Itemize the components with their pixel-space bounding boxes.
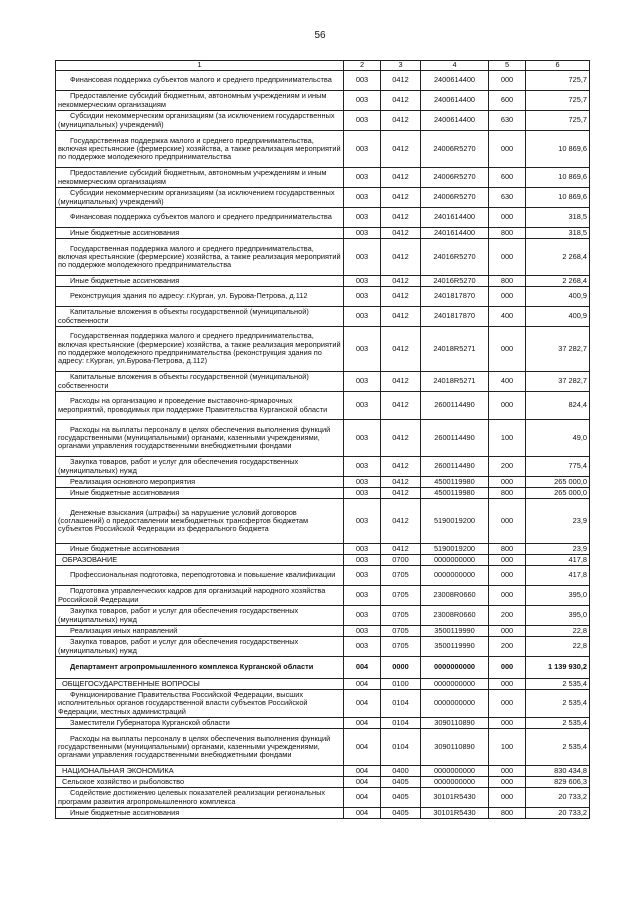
table-row (56, 555, 590, 566)
cell-code-chapter: 003 (344, 276, 381, 287)
cell-name: Содействие достижению целевых показателей реализации региональных программ развития агропромышленного комплекса (56, 788, 344, 808)
cell-amount: 10 869,6 (526, 168, 590, 188)
cell-code-type: 800 (489, 488, 526, 499)
cell-code-target: 2600114490 (421, 457, 489, 477)
cell-code-chapter: 004 (344, 808, 381, 819)
table-header-row (56, 61, 590, 71)
cell-code-type: 000 (489, 208, 526, 228)
cell-code-type: 000 (489, 657, 526, 679)
table-row (56, 420, 590, 457)
table-row (56, 586, 590, 606)
cell-amount: 265 000,0 (526, 488, 590, 499)
cell-name: Закупка товаров, работ и услуг для обеспечения государственных (муниципальных) нужд (56, 637, 344, 657)
cell-amount: 265 000,0 (526, 477, 590, 488)
cell-amount: 37 282,7 (526, 327, 590, 372)
cell-name: ОБЩЕГОСУДАРСТВЕННЫЕ ВОПРОСЫ (56, 679, 344, 690)
table-row (56, 488, 590, 499)
cell-code-section: 0400 (381, 766, 421, 777)
table-row (56, 131, 590, 168)
cell-code-section: 0412 (381, 499, 421, 544)
cell-code-target: 4500119980 (421, 477, 489, 488)
table-row (56, 168, 590, 188)
cell-name: Финансовая поддержка субъектов малого и среднего предпринимательства (56, 208, 344, 228)
table-row (56, 276, 590, 287)
cell-code-section: 0412 (381, 287, 421, 307)
cell-code-type: 000 (489, 392, 526, 420)
cell-amount: 2 268,4 (526, 276, 590, 287)
table-row (56, 372, 590, 392)
cell-name: Государственная поддержка малого и среднего предпринимательства, включая крестьянские (фермерские) хозяйства, а также реализация мероприятий по поддержке молодежного предпринимательства (реконструкция здания по адресу: г.Курган, ул.Бурова-Петрова, д.112) (56, 327, 344, 372)
cell-code-section: 0700 (381, 555, 421, 566)
cell-code-chapter: 003 (344, 188, 381, 208)
cell-name: Предоставление субсидий бюджетным, автономным учреждениям и иным некоммерческим организациям (56, 91, 344, 111)
cell-code-target: 24006R5270 (421, 188, 489, 208)
cell-name: Закупка товаров, работ и услуг для обеспечения государственных (муниципальных) нужд (56, 606, 344, 626)
cell-name: Капитальные вложения в объекты государственной (муниципальной) собственности (56, 307, 344, 327)
cell-code-type: 200 (489, 457, 526, 477)
cell-code-type: 000 (489, 327, 526, 372)
cell-name: Закупка товаров, работ и услуг для обеспечения государственных (муниципальных) нужд (56, 457, 344, 477)
table-row (56, 228, 590, 239)
cell-name: Субсидии некоммерческим организациям (за исключением государственных (муниципальных) учреждений) (56, 111, 344, 131)
cell-name: НАЦИОНАЛЬНАЯ ЭКОНОМИКА (56, 766, 344, 777)
cell-code-section: 0705 (381, 637, 421, 657)
cell-name: Финансовая поддержка субъектов малого и среднего предпринимательства (56, 71, 344, 91)
cell-amount: 725,7 (526, 71, 590, 91)
cell-name: Денежные взыскания (штрафы) за нарушение условий договоров (соглашений) о предоставлении межбюджетных трансфертов бюджетам субъектов Российской Федерации из федерального бюджета (56, 499, 344, 544)
cell-amount: 725,7 (526, 111, 590, 131)
cell-amount: 20 733,2 (526, 808, 590, 819)
cell-code-chapter: 003 (344, 372, 381, 392)
cell-code-section: 0405 (381, 788, 421, 808)
cell-code-chapter: 003 (344, 71, 381, 91)
cell-code-section: 0100 (381, 679, 421, 690)
cell-code-target: 24016R5270 (421, 276, 489, 287)
header-cell: 4 (421, 61, 489, 71)
cell-code-chapter: 003 (344, 111, 381, 131)
cell-code-target: 24006R5270 (421, 131, 489, 168)
cell-amount: 725,7 (526, 91, 590, 111)
header-cell: 5 (489, 61, 526, 71)
cell-amount: 10 869,6 (526, 131, 590, 168)
cell-code-type: 000 (489, 777, 526, 788)
cell-amount: 775,4 (526, 457, 590, 477)
cell-name: Профессиональная подготовка, переподготовка и повышение квалификации (56, 566, 344, 586)
cell-name: Капитальные вложения в объекты государственной (муниципальной) собственности (56, 372, 344, 392)
cell-code-type: 800 (489, 276, 526, 287)
cell-code-type: 800 (489, 808, 526, 819)
cell-amount: 23,9 (526, 544, 590, 555)
cell-code-target: 0000000000 (421, 690, 489, 718)
cell-amount: 20 733,2 (526, 788, 590, 808)
cell-code-chapter: 003 (344, 287, 381, 307)
header-cell: 6 (526, 61, 590, 71)
cell-code-chapter: 003 (344, 626, 381, 637)
cell-code-section: 0104 (381, 729, 421, 766)
cell-code-type: 400 (489, 372, 526, 392)
table-row (56, 71, 590, 91)
cell-code-target: 30101R5430 (421, 788, 489, 808)
cell-code-target: 3500119990 (421, 637, 489, 657)
cell-code-chapter: 003 (344, 91, 381, 111)
cell-code-chapter: 003 (344, 228, 381, 239)
header-cell: 2 (344, 61, 381, 71)
cell-code-section: 0405 (381, 777, 421, 788)
cell-name: Расходы на выплаты персоналу в целях обеспечения выполнения функций государственными (муниципальными) органами, казенными учреждениями, органами управления государственными внебюджетными фондами (56, 420, 344, 457)
cell-code-type: 000 (489, 766, 526, 777)
cell-name: Иные бюджетные ассигнования (56, 488, 344, 499)
cell-code-chapter: 003 (344, 208, 381, 228)
cell-code-type: 200 (489, 606, 526, 626)
cell-code-section: 0000 (381, 657, 421, 679)
table-row (56, 626, 590, 637)
cell-code-section: 0412 (381, 488, 421, 499)
table-row (56, 499, 590, 544)
cell-code-chapter: 003 (344, 457, 381, 477)
cell-code-chapter: 003 (344, 499, 381, 544)
cell-amount: 400,9 (526, 307, 590, 327)
cell-code-section: 0412 (381, 457, 421, 477)
cell-code-chapter: 003 (344, 606, 381, 626)
cell-code-type: 100 (489, 729, 526, 766)
cell-amount: 23,9 (526, 499, 590, 544)
cell-code-section: 0412 (381, 420, 421, 457)
cell-amount: 2 535,4 (526, 679, 590, 690)
cell-code-type: 630 (489, 188, 526, 208)
budget-table (55, 60, 590, 819)
cell-name: Расходы на выплаты персоналу в целях обеспечения выполнения функций государственными (муниципальными) органами, казенными учреждениями, органами управления государственными внебюджетными фондами (56, 729, 344, 766)
cell-code-chapter: 003 (344, 168, 381, 188)
cell-amount: 318,5 (526, 228, 590, 239)
cell-code-type: 000 (489, 499, 526, 544)
cell-code-section: 0412 (381, 372, 421, 392)
cell-code-type: 800 (489, 228, 526, 239)
cell-amount: 2 535,4 (526, 690, 590, 718)
cell-code-chapter: 003 (344, 477, 381, 488)
cell-code-chapter: 003 (344, 566, 381, 586)
cell-code-type: 400 (489, 307, 526, 327)
page-number: 56 (314, 30, 326, 41)
cell-amount: 400,9 (526, 287, 590, 307)
cell-code-section: 0412 (381, 392, 421, 420)
cell-code-target: 23008R0660 (421, 606, 489, 626)
table-row (56, 788, 590, 808)
cell-name: Иные бюджетные ассигнования (56, 228, 344, 239)
cell-name: Субсидии некоммерческим организациям (за исключением государственных (муниципальных) учреждений) (56, 188, 344, 208)
cell-amount: 2 535,4 (526, 718, 590, 729)
cell-code-chapter: 004 (344, 766, 381, 777)
cell-code-chapter: 003 (344, 392, 381, 420)
cell-code-type: 630 (489, 111, 526, 131)
table-row (56, 718, 590, 729)
table-row (56, 327, 590, 372)
cell-code-chapter: 004 (344, 718, 381, 729)
cell-code-target: 0000000000 (421, 777, 489, 788)
table-row (56, 679, 590, 690)
cell-amount: 395,0 (526, 606, 590, 626)
cell-code-chapter: 004 (344, 729, 381, 766)
cell-code-chapter: 003 (344, 327, 381, 372)
cell-code-section: 0104 (381, 718, 421, 729)
cell-name: Департамент агропромышленного комплекса Курганской области (56, 657, 344, 679)
cell-amount: 10 869,6 (526, 188, 590, 208)
cell-code-section: 0705 (381, 606, 421, 626)
cell-code-target: 23008R0660 (421, 586, 489, 606)
cell-amount: 2 268,4 (526, 239, 590, 276)
table-row (56, 188, 590, 208)
table-row (56, 566, 590, 586)
cell-name: Предоставление субсидий бюджетным, автономным учреждениям и иным некоммерческим организациям (56, 168, 344, 188)
cell-code-section: 0412 (381, 91, 421, 111)
cell-code-section: 0412 (381, 111, 421, 131)
cell-code-chapter: 004 (344, 657, 381, 679)
header-cell: 1 (56, 61, 344, 71)
cell-name: Реализация иных направлений (56, 626, 344, 637)
cell-code-type: 600 (489, 168, 526, 188)
cell-code-target: 30101R5430 (421, 808, 489, 819)
cell-code-chapter: 003 (344, 420, 381, 457)
cell-code-section: 0412 (381, 477, 421, 488)
cell-code-target: 24016R5270 (421, 239, 489, 276)
cell-code-target: 2401817870 (421, 287, 489, 307)
cell-code-target: 2400614400 (421, 91, 489, 111)
cell-code-target: 2600114490 (421, 392, 489, 420)
cell-code-section: 0412 (381, 276, 421, 287)
cell-name: Государственная поддержка малого и среднего предпринимательства, включая крестьянские (фермерские) хозяйства, а также реализация мероприятий по поддержке молодежного предпринимательства (56, 131, 344, 168)
cell-name: Иные бюджетные ассигнования (56, 808, 344, 819)
cell-code-type: 000 (489, 718, 526, 729)
cell-code-section: 0412 (381, 228, 421, 239)
table-row (56, 91, 590, 111)
cell-name: ОБРАЗОВАНИЕ (56, 555, 344, 566)
cell-code-type: 000 (489, 287, 526, 307)
cell-name: Реконструкция здания по адресу: г.Курган, ул. Бурова-Петрова, д.112 (56, 287, 344, 307)
cell-amount: 37 282,7 (526, 372, 590, 392)
cell-code-section: 0405 (381, 808, 421, 819)
cell-amount: 830 434,8 (526, 766, 590, 777)
cell-code-type: 100 (489, 420, 526, 457)
cell-code-type: 000 (489, 131, 526, 168)
cell-code-section: 0412 (381, 131, 421, 168)
cell-code-chapter: 004 (344, 679, 381, 690)
cell-code-target: 5190019200 (421, 499, 489, 544)
cell-code-type: 000 (489, 788, 526, 808)
cell-name: Реализация основного мероприятия (56, 477, 344, 488)
cell-code-target: 4500119980 (421, 488, 489, 499)
table-body (56, 61, 590, 819)
cell-code-section: 0705 (381, 586, 421, 606)
cell-code-type: 200 (489, 637, 526, 657)
table-row (56, 729, 590, 766)
cell-amount: 417,8 (526, 555, 590, 566)
table-row (56, 457, 590, 477)
cell-amount: 2 535,4 (526, 729, 590, 766)
cell-code-chapter: 003 (344, 544, 381, 555)
table-row (56, 777, 590, 788)
cell-code-target: 2400614400 (421, 111, 489, 131)
cell-code-target: 2401817870 (421, 307, 489, 327)
cell-code-chapter: 003 (344, 488, 381, 499)
table-row (56, 111, 590, 131)
cell-code-target: 0000000000 (421, 566, 489, 586)
cell-amount: 829 606,3 (526, 777, 590, 788)
cell-amount: 22,8 (526, 626, 590, 637)
cell-amount: 49,0 (526, 420, 590, 457)
cell-code-section: 0412 (381, 544, 421, 555)
cell-code-type: 000 (489, 71, 526, 91)
cell-code-target: 3090110890 (421, 718, 489, 729)
cell-code-type: 000 (489, 477, 526, 488)
cell-code-target: 3500119990 (421, 626, 489, 637)
cell-code-chapter: 004 (344, 777, 381, 788)
table-row (56, 606, 590, 626)
cell-code-type: 000 (489, 626, 526, 637)
cell-code-target: 0000000000 (421, 555, 489, 566)
cell-code-type: 000 (489, 679, 526, 690)
cell-name: Подготовка управленческих кадров для организаций народного хозяйства Российской Федерации (56, 586, 344, 606)
cell-code-type: 000 (489, 690, 526, 718)
cell-code-target: 24006R5270 (421, 168, 489, 188)
cell-amount: 22,8 (526, 637, 590, 657)
table-row (56, 657, 590, 679)
table-row (56, 239, 590, 276)
cell-code-chapter: 004 (344, 788, 381, 808)
cell-code-section: 0412 (381, 307, 421, 327)
cell-code-section: 0705 (381, 626, 421, 637)
cell-name: Сельское хозяйство и рыболовство (56, 777, 344, 788)
cell-code-chapter: 003 (344, 307, 381, 327)
cell-code-section: 0412 (381, 168, 421, 188)
cell-code-type: 000 (489, 555, 526, 566)
cell-name: Расходы на организацию и проведение выставочно-ярмарочных мероприятий, проводимых при поддержке Правительства Курганской области (56, 392, 344, 420)
cell-name: Функционирование Правительства Российской Федерации, высших исполнительных органов государственной власти субъектов Российской Федерации, местных администраций (56, 690, 344, 718)
cell-code-section: 0412 (381, 188, 421, 208)
cell-code-target: 5190019200 (421, 544, 489, 555)
cell-code-target: 24018R5271 (421, 372, 489, 392)
table-row (56, 690, 590, 718)
table-row (56, 766, 590, 777)
cell-code-type: 800 (489, 544, 526, 555)
cell-code-chapter: 003 (344, 131, 381, 168)
cell-code-target: 3090110890 (421, 729, 489, 766)
cell-code-section: 0104 (381, 690, 421, 718)
cell-name: Иные бюджетные ассигнования (56, 544, 344, 555)
table-row (56, 392, 590, 420)
cell-name: Государственная поддержка малого и среднего предпринимательства, включая крестьянские (фермерские) хозяйства, а также реализация мероприятий по поддержке молодежного предпринимательства (56, 239, 344, 276)
cell-code-type: 000 (489, 239, 526, 276)
cell-amount: 1 139 930,2 (526, 657, 590, 679)
cell-code-section: 0705 (381, 566, 421, 586)
cell-code-target: 24018R5271 (421, 327, 489, 372)
cell-code-target: 0000000000 (421, 679, 489, 690)
table-row (56, 208, 590, 228)
cell-code-section: 0412 (381, 208, 421, 228)
cell-name: Иные бюджетные ассигнования (56, 276, 344, 287)
table-row (56, 808, 590, 819)
cell-amount: 318,5 (526, 208, 590, 228)
cell-code-section: 0412 (381, 239, 421, 276)
table-row (56, 637, 590, 657)
table-row (56, 287, 590, 307)
table-row (56, 307, 590, 327)
cell-code-target: 0000000000 (421, 657, 489, 679)
cell-code-target: 0000000000 (421, 766, 489, 777)
cell-code-chapter: 003 (344, 239, 381, 276)
cell-code-chapter: 003 (344, 637, 381, 657)
table-row (56, 544, 590, 555)
cell-code-section: 0412 (381, 327, 421, 372)
cell-code-type: 000 (489, 566, 526, 586)
cell-amount: 417,8 (526, 566, 590, 586)
cell-code-target: 2401614400 (421, 208, 489, 228)
cell-code-chapter: 003 (344, 555, 381, 566)
table-row (56, 477, 590, 488)
cell-code-target: 2400614400 (421, 71, 489, 91)
cell-code-target: 2600114490 (421, 420, 489, 457)
cell-code-chapter: 003 (344, 586, 381, 606)
cell-name: Заместители Губернатора Курганской области (56, 718, 344, 729)
header-cell: 3 (381, 61, 421, 71)
cell-code-target: 2401614400 (421, 228, 489, 239)
cell-code-section: 0412 (381, 71, 421, 91)
cell-code-chapter: 004 (344, 690, 381, 718)
cell-code-type: 000 (489, 586, 526, 606)
cell-code-type: 600 (489, 91, 526, 111)
cell-amount: 824,4 (526, 392, 590, 420)
cell-amount: 395,0 (526, 586, 590, 606)
